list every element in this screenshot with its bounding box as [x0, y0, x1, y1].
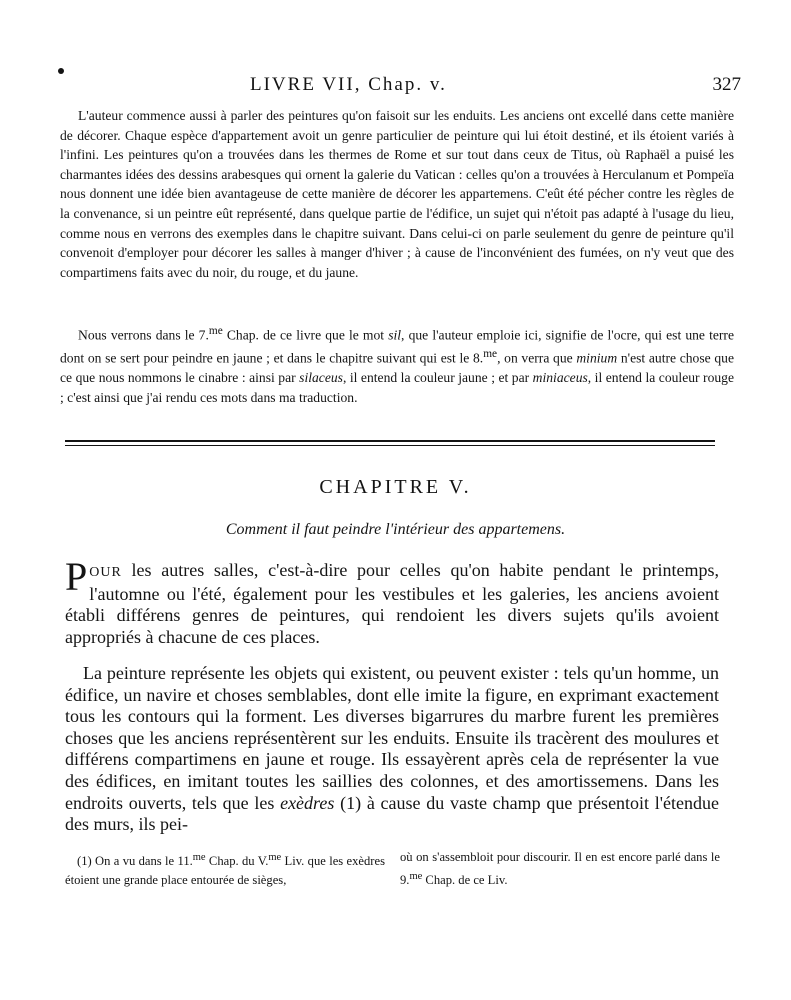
running-head-title: LIVRE VII, Chap. v. — [250, 74, 447, 95]
commentary-paragraph-2: Nous verrons dans le 7.$^{me}$ Chap. de ce livre que le mot sil, que l'auteur emploie ici, signifie de l'ocre, qui est une terre dont on se sert pour peindre en jaune ; et dans le chapitre suivant qui est le 8.$^{me}$, on verra que minium n'est autre chose que ce que nous nommons le cinabre : ainsi par silaceus, il entend la couleur jaune ; et par miniaceus, il entend la couleur rouge ; c'est ainsi que j'ai rendu ces mots dans ma traduction. — [60, 325, 735, 405]
drop-cap: P — [65, 554, 88, 599]
commentary-note-1 — [60, 106, 734, 282]
term-exedres: exèdres — [280, 792, 335, 813]
body-paragraph-1: POUR les autres salles, c'est-à-dire pour celles qu'on habite pendant le printemps, l'automne ou l'été, également pour les vestibules et les galeries, les anciens avoient établi différens genres de peintures, qui rendoient les divers sujets qu'ils avoient appropriés à chacune de ces places. — [65, 554, 719, 647]
section-divider-thin — [65, 445, 715, 446]
term-silaceus: silaceus — [299, 370, 343, 386]
body-paragraph-2: La peinture représente les objets qui existent, ou peuvent exister : tels qu'un homme, un édifice, un navire et choses semblables, dont elle imite la figure, en exprimant exactement tous les contours qui la forment. Les diverses bigarrures du marbre furent les premières choses que les anciens représentèrent sur les enduits. Ensuite ils tracèrent des moulures et différens compartimens en jaune et rouge. Ils essayèrent après cela de représenter la vue des édifices, en imitant toutes les saillies des colonnes, et des amortissemens. Dans les endroits ouverts, tels que les exèdres (1) à cause du vaste champ que présentoit l'étendue des murs, ils pei- — [65, 663, 719, 835]
page-number: 327 — [712, 74, 741, 95]
term-minium: minium — [576, 350, 618, 366]
chapter-title: CHAPITRE V. — [319, 476, 472, 498]
footnote-left-column: (1) On a vu dans le 11.$^{me}$ Chap. du V.$^{me}$ Liv. que les exèdres étoient une grande place entourée de sièges, — [65, 852, 385, 888]
footnote-reference: (1) — [334, 792, 362, 813]
footnote-right-column: où on s'assembloit pour discourir. Il en est encore parlé dans le 9.$^{me}$ Chap. de ce Liv. — [400, 850, 720, 888]
running-head — [60, 74, 741, 100]
chapter-subtitle: Comment il faut peindre l'intérieur des appartemens. — [225, 521, 566, 538]
section-divider-thick — [65, 440, 715, 442]
commentary-note-2 — [60, 322, 734, 407]
commentary-paragraph-1: L'auteur commence aussi à parler des peintures qu'on faisoit sur les enduits. Les anciens ont excellé dans cette manière de décorer. Chaque espèce d'appartement avoit un genre particulier de peinture qui lui étoit destiné, et ils étoient variés à l'infini. Les peintures qu'on a trouvées dans les thermes de Rome et sur tout dans ceux de Titus, où Raphaël a puisé les charmantes idées des dessins arabesques qui ornent la galerie du Vatican : celles qu'on a trouvées à Herculanum et Pompeïa nous donnent une idée bien avantageuse de cette manière de décorer les appartemens. C'eût été pécher contre les règles de la convenance, si un peintre eût représenté, dans quelque partie de l'édifice, un sujet qui n'étoit pas adapté à l'usage du lieu, comme nous en verrons des exemples dans le chapitre suivant. Dans celui-ci on parle seulement du genre de peinture qu'il convenoit d'employer pour décorer les salles à manger d'hiver ; à cause de l'inconvénient des fumées, on n'y veut que des compartimens faits avec du noir, du rouge, et du jaune. — [60, 108, 734, 280]
small-caps-lead: OUR — [89, 565, 122, 580]
term-miniaceus: miniaceus — [532, 370, 588, 386]
term-sil: sil — [388, 327, 402, 343]
